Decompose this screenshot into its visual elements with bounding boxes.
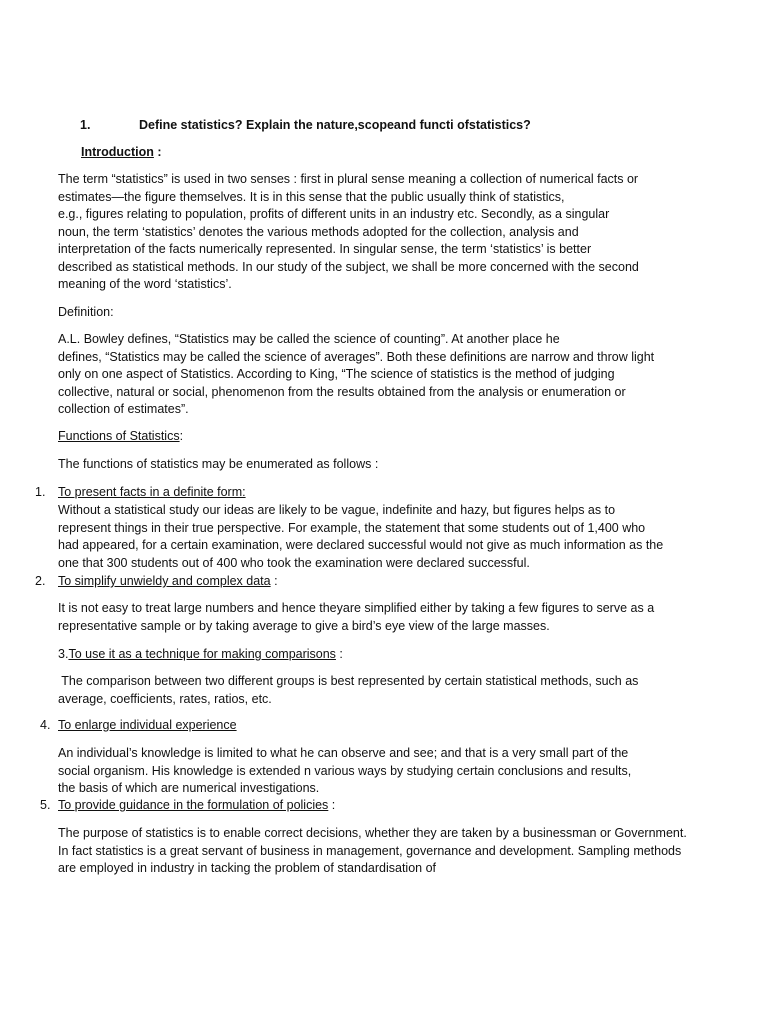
paragraph-line: interpretation of the facts numerically represented. In singular sense, the term ‘statistics’ is better	[58, 242, 592, 256]
paragraph-line: The purpose of statistics is to enable correct decisions, whether they are taken by a businessman or Government.	[58, 826, 687, 840]
paragraph-line: had appeared, for a certain examination, were declared successful would not give as much information as the	[58, 538, 664, 552]
paragraph-line: estimates—the figure themselves. It is in this sense that the public usually think of statistics,	[58, 189, 565, 204]
list-item-title-text: To enlarge individual experience	[58, 718, 237, 732]
functions-heading-text: Functions of Statistics	[58, 429, 180, 443]
paragraph-line: representative sample or by taking average to give a bird’s eye view of the large masses.	[58, 618, 550, 633]
paragraph-line: defines, “Statistics may be called the science of averages”. Both these definitions are narrow and throw light	[58, 349, 655, 364]
paragraph-line: represent things in their true perspective. For example, the statement that some students out of 1,400 who	[58, 520, 646, 535]
paragraph-line: An individual’s knowledge is limited to what he can observe and see; and that is a very small part of the	[58, 746, 629, 760]
paragraph-line: noun, the term ‘statistics’ denotes the various methods adopted for the collection, analysis and	[58, 224, 579, 239]
list-item-body	[58, 825, 698, 878]
paragraph-line: meaning of the word ‘statistics’.	[58, 277, 232, 291]
list-item-title	[58, 573, 278, 591]
list-item-title-text: To provide guidance in the formulation of policies	[58, 798, 329, 812]
functions-heading	[58, 428, 183, 446]
paragraph-line: collective, natural or social, phenomenon from the results obtained from the analysis or enumeration or	[58, 384, 626, 399]
list-item-number: 4.	[40, 718, 51, 732]
list-item-title-suffix: :	[270, 574, 278, 588]
paragraph-line: In fact statistics is a great servant of business in management, governance and development. Sampling methods	[58, 843, 682, 858]
definition-heading: Definition:	[58, 305, 114, 319]
paragraph-line: The term “statistics” is used in two senses : first in plural sense meaning a collection of numerical facts or	[58, 172, 639, 186]
list-item-number: 1.	[35, 485, 46, 499]
question-number: 1.	[80, 118, 91, 132]
list-item-title-text: To simplify unwieldy and complex data	[58, 574, 271, 588]
list-item-title-suffix: :	[335, 647, 343, 661]
paragraph-line: one that 300 students out of 400 who took the examination were declared successful.	[58, 555, 530, 570]
paragraph-line: the basis of which are numerical investigations.	[58, 781, 320, 795]
list-item-title-text: To present facts in a definite form:	[58, 485, 246, 499]
list-item-number: 5.	[40, 798, 51, 812]
list-item-body	[58, 673, 698, 708]
definition-paragraph	[58, 331, 698, 419]
paragraph-line: e.g., figures relating to population, profits of different units in an industry etc. Secondly, as a singular	[58, 207, 610, 221]
introduction-paragraph	[58, 171, 698, 294]
paragraph-line: only on one aspect of Statistics. According to King, “The science of statistics is the method of judging	[58, 367, 615, 381]
paragraph-line: described as statistical methods. In our study of the subject, we shall be more concerned with the second	[58, 259, 639, 274]
list-item-title	[58, 717, 237, 735]
list-item-number: 3.	[58, 647, 69, 661]
paragraph-line: are employed in industry in tacking the problem of standardisation of	[58, 861, 436, 875]
introduction-heading	[81, 144, 162, 162]
introduction-heading-text: Introduction	[81, 145, 154, 159]
list-item-title	[58, 646, 343, 664]
list-item-number: 2.	[35, 574, 46, 588]
paragraph-line: collection of estimates”.	[58, 402, 189, 416]
paragraph-line: It is not easy to treat large numbers and hence theyare simplified either by taking a few figures to serve as a	[58, 601, 655, 615]
functions-heading-suffix: :	[179, 429, 184, 443]
paragraph-line: average, coefficients, rates, ratios, etc.	[58, 691, 272, 706]
introduction-heading-suffix: :	[153, 145, 162, 159]
list-item-body	[58, 502, 698, 572]
paragraph-line: The comparison between two different groups is best represented by certain statistical methods, such as	[58, 674, 639, 688]
paragraph-line: social organism. His knowledge is extended n various ways by studying certain conclusions and results,	[58, 763, 632, 778]
list-item-title	[58, 484, 246, 502]
list-item-title	[58, 797, 335, 815]
list-item-body	[58, 600, 698, 635]
paragraph-line: Without a statistical study our ideas are likely to be vague, indefinite and hazy, but figures helps as to	[58, 503, 616, 517]
functions-intro: The functions of statistics may be enumerated as follows :	[58, 457, 379, 471]
list-item-body	[58, 745, 698, 798]
paragraph-line: A.L. Bowley defines, “Statistics may be called the science of counting”. At another place he	[58, 332, 560, 346]
list-item-title-text: To use it as a technique for making comparisons	[68, 647, 336, 661]
list-item-title-suffix: :	[328, 798, 336, 812]
question-text: Define statistics? Explain the nature,scopeand functi ofstatistics?	[139, 118, 531, 132]
